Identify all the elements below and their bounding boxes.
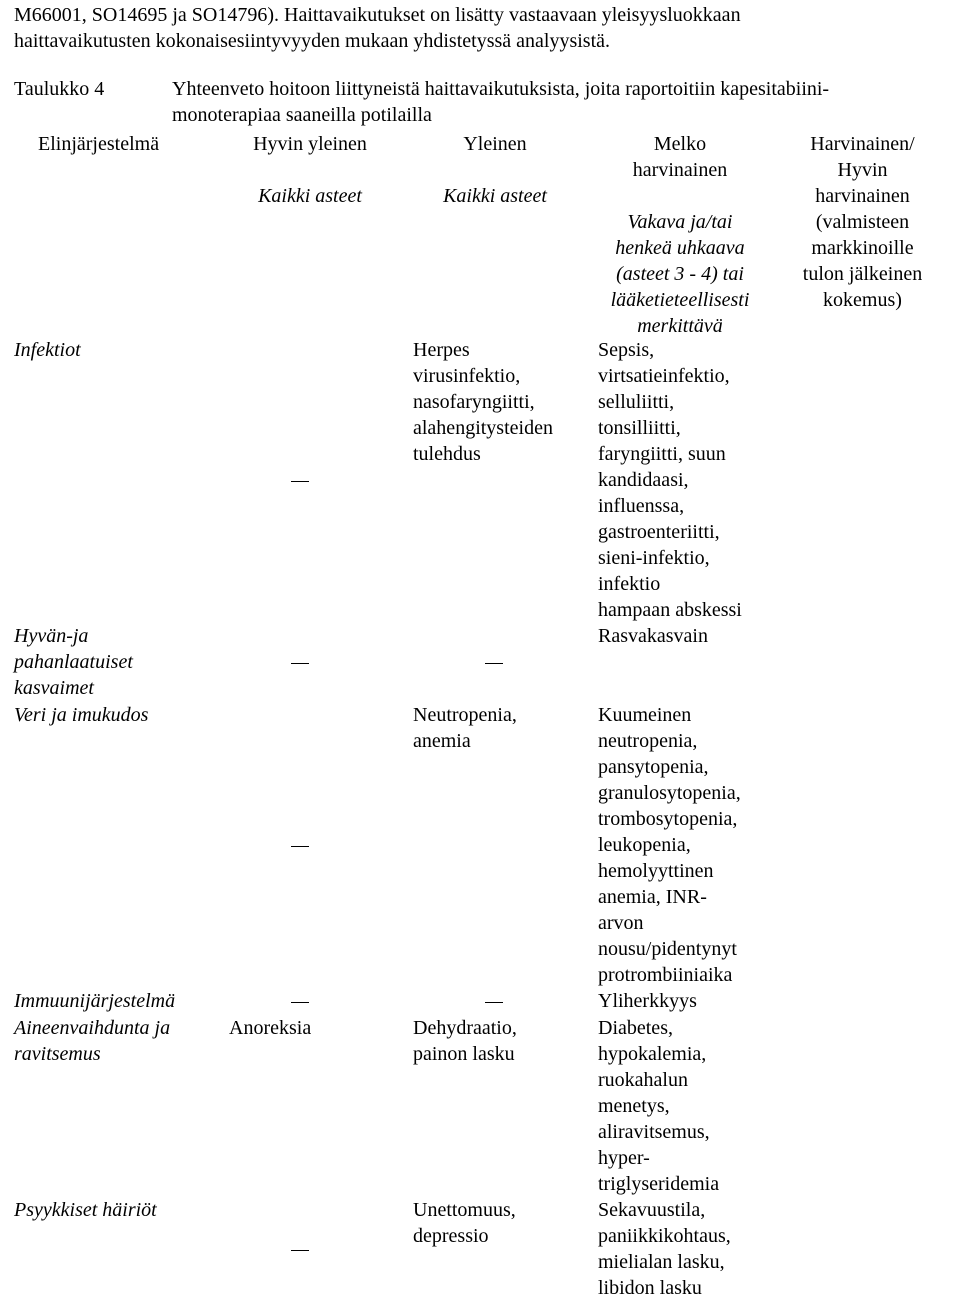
cell-line: Veri ja imukudos bbox=[14, 704, 149, 726]
cell-line: ruokahalun bbox=[598, 1069, 688, 1091]
cell-line: Psyykkiset häiriöt bbox=[14, 1199, 157, 1221]
cell-line: Hyvän-ja bbox=[14, 625, 89, 647]
cell-line: depressio bbox=[413, 1225, 489, 1247]
cell-line: gastroenteriitti, bbox=[598, 521, 720, 543]
cell-line: nasofaryngiitti, bbox=[413, 391, 535, 413]
cell-uncommon bbox=[598, 1197, 731, 1301]
header-uncommon-sub-line: henkeä uhkaava bbox=[615, 237, 745, 259]
cell-line: protrombiiniaika bbox=[598, 964, 733, 986]
cell-line: Herpes bbox=[413, 339, 470, 361]
header-uncommon-sub-line: lääketieteellisesti bbox=[610, 289, 750, 311]
intro-paragraph bbox=[14, 2, 954, 54]
cell-line: granulosytopenia, bbox=[598, 782, 741, 804]
cell-line: arvon bbox=[598, 912, 644, 934]
cell-line: influenssa, bbox=[598, 495, 685, 517]
cell-line: selluliitti, bbox=[598, 391, 675, 413]
empty-cell-dash bbox=[291, 481, 309, 482]
header-uncommon-line: harvinainen bbox=[632, 159, 728, 181]
empty-cell-dash bbox=[291, 1002, 309, 1003]
cell-line: hypokalemia, bbox=[598, 1043, 707, 1065]
cell-line: nousu/pidentynyt bbox=[598, 938, 737, 960]
header-common bbox=[395, 131, 595, 209]
header-rare-line: Harvinainen/ bbox=[810, 133, 915, 155]
cell-line: pansytopenia, bbox=[598, 756, 709, 778]
header-very-common bbox=[210, 131, 410, 209]
empty-cell-dash bbox=[291, 846, 309, 847]
cell-line: faryngiitti, suun bbox=[598, 443, 726, 465]
cell-line: aliravitsemus, bbox=[598, 1121, 710, 1143]
header-rare-line: markkinoille bbox=[811, 237, 914, 259]
cell-line: Rasvakasvain bbox=[598, 625, 708, 647]
empty-cell-dash bbox=[291, 663, 309, 664]
cell-uncommon bbox=[598, 988, 697, 1014]
cell-uncommon bbox=[598, 623, 708, 649]
header-uncommon-line: Melko bbox=[653, 133, 707, 155]
cell-line: triglyseridemia bbox=[598, 1173, 720, 1195]
cell-line: Sekavuustila, bbox=[598, 1199, 706, 1221]
header-uncommon-sub-line: Vakava ja/tai bbox=[627, 211, 733, 233]
header-very-common-sub: Kaikki asteet bbox=[258, 185, 362, 207]
cell-line: mielialan lasku, bbox=[598, 1251, 725, 1273]
cell-line: Anoreksia bbox=[229, 1017, 312, 1039]
empty-cell-dash bbox=[485, 663, 503, 664]
cell-line: anemia bbox=[413, 730, 471, 752]
cell-line: virtsatieinfektio, bbox=[598, 365, 730, 387]
header-very-common-label: Hyvin yleinen bbox=[253, 133, 367, 155]
header-rare-line: tulon jälkeinen bbox=[802, 263, 923, 285]
empty-cell-dash bbox=[485, 1002, 503, 1003]
table-caption-text: monoterapiaa saaneilla potilailla bbox=[172, 104, 432, 126]
header-rare-line: (valmisteen bbox=[815, 211, 910, 233]
cell-line: kandidaasi, bbox=[598, 469, 689, 491]
cell-line: leukopenia, bbox=[598, 834, 691, 856]
header-uncommon-sub-line: (asteet 3 - 4) tai bbox=[616, 263, 744, 285]
header-common-sub: Kaikki asteet bbox=[443, 185, 547, 207]
cell-line: paniikkikohtaus, bbox=[598, 1225, 731, 1247]
cell-line: Immuunijärjestelmä bbox=[14, 990, 176, 1012]
cell-line: hemolyyttinen bbox=[598, 860, 714, 882]
cell-line: painon lasku bbox=[413, 1043, 515, 1065]
cell-line: Yliherkkyys bbox=[598, 990, 697, 1012]
table-caption-text: Yhteenveto hoitoon liittyneistä haittavaikutuksista, joita raportoitiin kapesitabiini- bbox=[172, 78, 830, 100]
intro-line: M66001, SO14695 ja SO14796). Haittavaikutukset on lisätty vastaavaan yleisyysluokkaan bbox=[14, 4, 741, 26]
cell-line: anemia, INR- bbox=[598, 886, 707, 908]
cell-common bbox=[413, 337, 553, 467]
cell-line: trombosytopenia, bbox=[598, 808, 738, 830]
header-uncommon bbox=[580, 131, 780, 339]
cell-common bbox=[413, 702, 517, 754]
cell-line: Unettomuus, bbox=[413, 1199, 516, 1221]
cell-line: ravitsemus bbox=[14, 1043, 101, 1065]
cell-system bbox=[14, 702, 148, 728]
header-uncommon-sub-line: merkittävä bbox=[637, 315, 723, 337]
header-rare-line: kokemus) bbox=[823, 289, 902, 311]
table-caption-label: Taulukko 4 bbox=[14, 78, 105, 100]
header-system-label: Elinjärjestelmä bbox=[38, 133, 160, 155]
cell-system bbox=[14, 337, 81, 363]
cell-line: libidon lasku bbox=[598, 1277, 702, 1299]
cell-line: infektio bbox=[598, 573, 661, 595]
cell-line: neutropenia, bbox=[598, 730, 698, 752]
cell-line: Kuumeinen bbox=[598, 704, 692, 726]
cell-line: Infektiot bbox=[14, 339, 81, 361]
cell-line: Sepsis, bbox=[598, 339, 655, 361]
cell-uncommon bbox=[598, 1015, 719, 1197]
cell-system bbox=[14, 623, 133, 701]
cell-common bbox=[413, 1197, 516, 1249]
header-system bbox=[38, 131, 159, 157]
cell-uncommon bbox=[598, 337, 742, 623]
cell-line: Neutropenia, bbox=[413, 704, 517, 726]
cell-line: sieni-infektio, bbox=[598, 547, 710, 569]
cell-line: menetys, bbox=[598, 1095, 670, 1117]
intro-line: haittavaikutusten kokonaisesiintyvyyden mukaan yhdistetyssä analyysistä. bbox=[14, 30, 611, 52]
cell-uncommon bbox=[598, 702, 741, 988]
cell-system bbox=[14, 1197, 157, 1223]
cell-line: tulehdus bbox=[413, 443, 481, 465]
cell-common bbox=[413, 1015, 517, 1067]
cell-line: hampaan abskessi bbox=[598, 599, 742, 621]
cell-very-common bbox=[229, 1015, 311, 1041]
header-rare-line: harvinainen bbox=[815, 185, 910, 207]
header-rare-line: Hyvin bbox=[837, 159, 888, 181]
cell-line: hyper- bbox=[598, 1147, 650, 1169]
cell-line: pahanlaatuiset bbox=[14, 651, 133, 673]
cell-system bbox=[14, 988, 175, 1014]
cell-line: kasvaimet bbox=[14, 677, 94, 699]
cell-line: alahengitysteiden bbox=[413, 417, 553, 439]
cell-line: Aineenvaihdunta ja bbox=[14, 1017, 171, 1039]
cell-line: tonsilliitti, bbox=[598, 417, 681, 439]
cell-system bbox=[14, 1015, 170, 1067]
cell-line: Dehydraatio, bbox=[413, 1017, 517, 1039]
header-rare bbox=[770, 131, 955, 313]
empty-cell-dash bbox=[291, 1250, 309, 1251]
header-common-label: Yleinen bbox=[463, 133, 527, 155]
cell-line: Diabetes, bbox=[598, 1017, 673, 1039]
cell-line: virusinfektio, bbox=[413, 365, 521, 387]
